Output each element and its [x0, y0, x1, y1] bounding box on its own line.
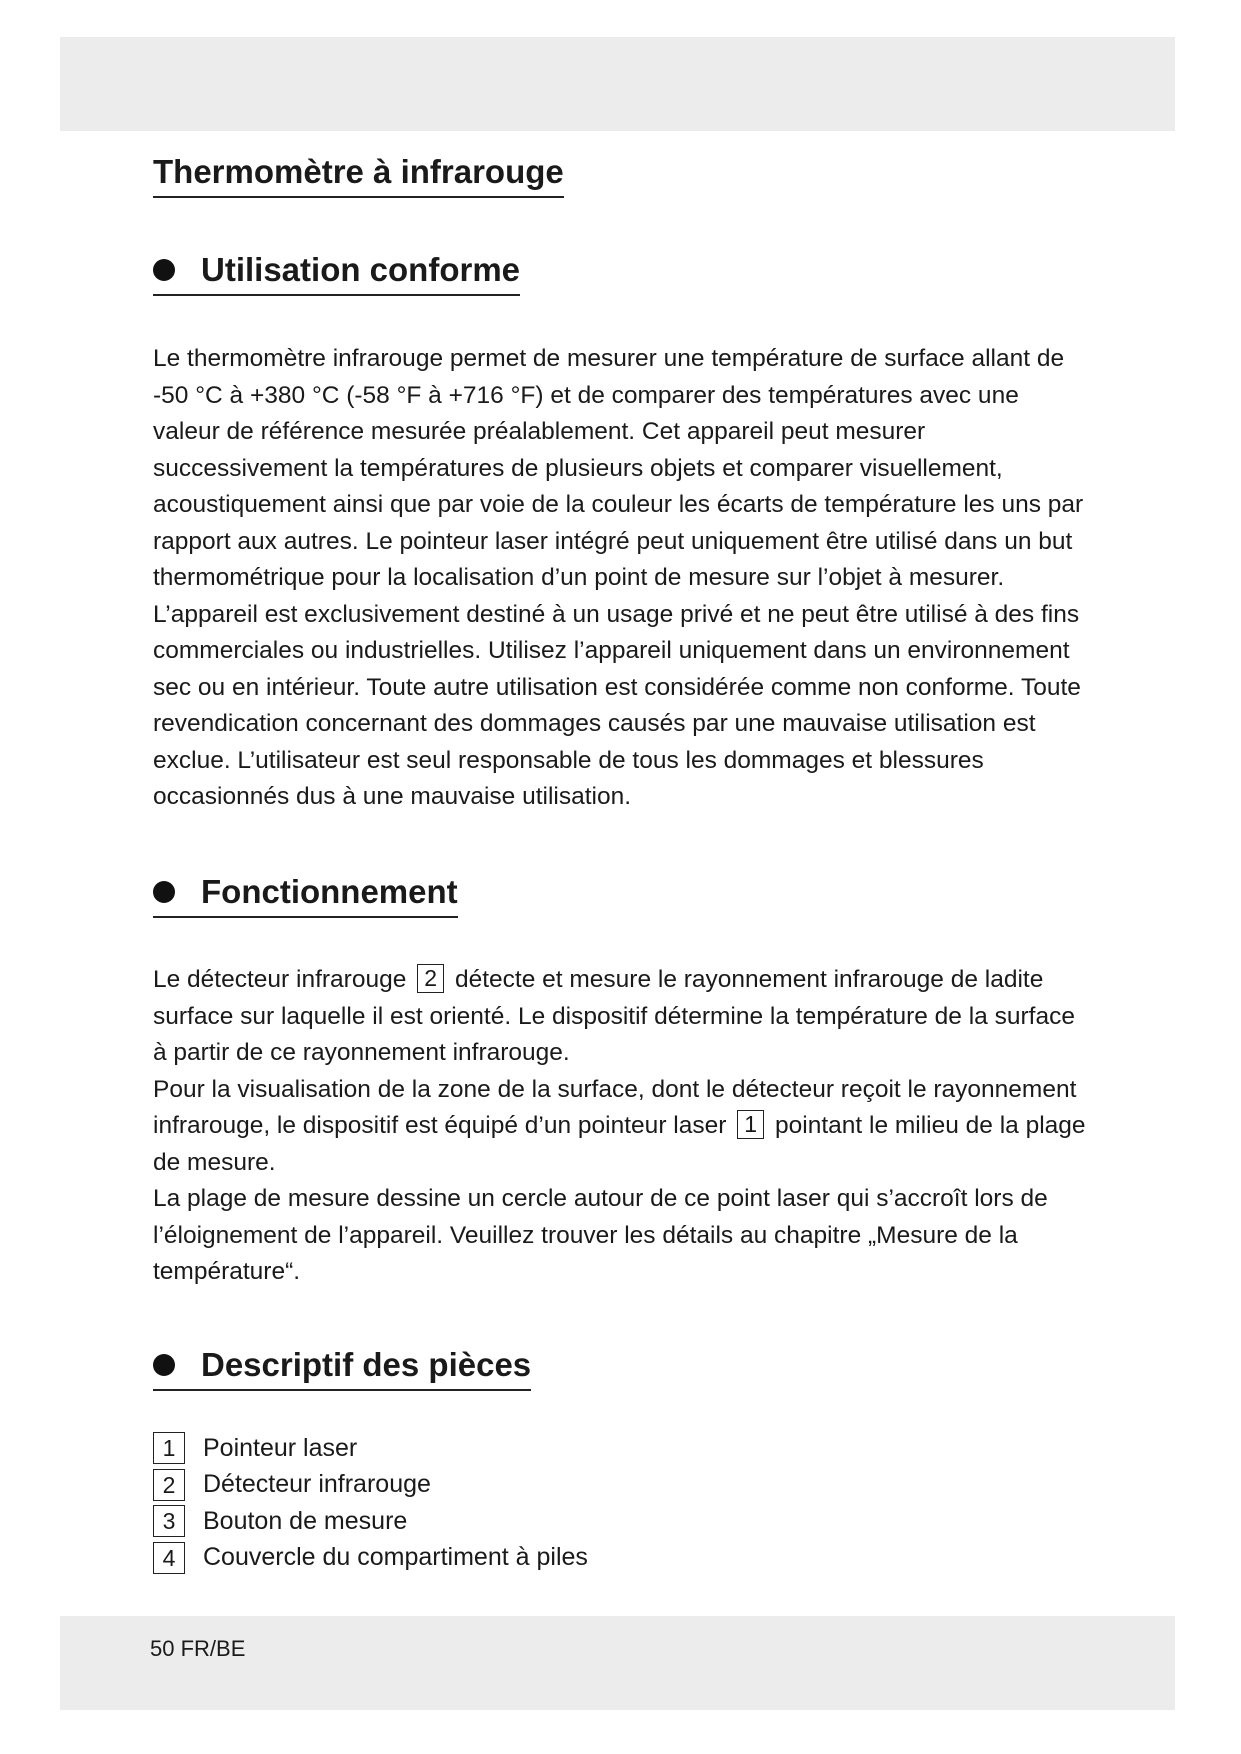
- section-heading-text: Descriptif des pièces: [201, 1346, 532, 1383]
- section-heading-descriptif: [153, 1343, 531, 1387]
- page-title: Thermomètre à infrarouge: [153, 150, 564, 198]
- paragraph-text-1: [153, 962, 1088, 1072]
- heading-underline: [153, 916, 458, 918]
- reference-box: 2: [417, 964, 444, 993]
- section-heading-text: Fonctionnement: [201, 873, 458, 910]
- part-number: 4: [153, 1542, 185, 1574]
- heading-underline: [153, 1389, 531, 1391]
- bullet-icon: [153, 1354, 175, 1376]
- text-segment: Le détecteur infrarouge: [153, 966, 407, 993]
- footer-band: [60, 1616, 1175, 1710]
- bullet-icon: [153, 259, 175, 281]
- reference-box: 1: [737, 1110, 764, 1139]
- heading-underline: [153, 294, 520, 296]
- part-number: 2: [153, 1469, 185, 1501]
- header-band: [60, 37, 1175, 131]
- part-number: 3: [153, 1505, 185, 1537]
- paragraph-text-3: La plage de mesure dessine un cercle autour de ce point laser qui s’accroît lors de l’éloignement de l’appareil. Veuillez trouver les détails au chapitre „Mesure de la température“.: [153, 1185, 1048, 1285]
- page-number: 50: [150, 1636, 175, 1661]
- paragraph-text: Le thermomètre infrarouge permet de mesurer une température de surface allant de -50 °C à +380 °C (-58 °F à +716 °F) et de comparer des températures avec une valeur de référence mesurée préalablement. Cet appareil peut mesurer successivement la températures de plusieurs objets et comparer visuellement, acoustiquement ainsi que par voie de la couleur les écarts de température les uns par rapport aux autres. Le pointeur laser intégré peut uniquement être utilisé dans un but thermométrique pour la localisation d’un point de mesure sur l’objet à mesurer. L’appareil est exclusivement destiné à un usage privé et ne peut être utilisé à des fins commerciales ou industrielles. Utilisez l’appareil uniquement dans un environnement sec ou en intérieur. Toute autre utilisation est considérée comme non conforme. Toute revendication concernant des dommages causés par une mauvaise utilisation est exclue. L’utilisateur est seul responsable de tous les dommages et blessures occasionnés dus à une mauvaise utilisation.: [153, 345, 1084, 810]
- part-label: Couvercle du compartiment à piles: [203, 1543, 588, 1572]
- text-segment: pointant le milieu de la plage de mesure.: [153, 1112, 1086, 1176]
- bullet-icon: [153, 881, 175, 903]
- paragraph-utilisation: [153, 341, 1088, 816]
- section-heading-fonctionnement: [153, 870, 458, 914]
- list-item: [153, 1467, 588, 1504]
- page-footer: [150, 1636, 245, 1662]
- section-heading-utilisation: [153, 248, 520, 292]
- paragraph-text-2: [153, 1072, 1088, 1182]
- list-item: [153, 1540, 588, 1577]
- text-segment: détecte et mesure le rayonnement infrarouge de ladite surface sur laquelle il est orienté. Le dispositif détermine la température de la surface à partir de ce rayonnement infrarouge.: [153, 966, 1075, 1066]
- paragraph-fonctionnement: [153, 962, 1088, 1291]
- text-segment: Pour la visualisation de la zone de la surface, dont le détecteur reçoit le rayonnement infrarouge, le dispositif est équipé d’un pointeur laser: [153, 1075, 1077, 1139]
- list-item: [153, 1503, 588, 1540]
- list-item: [153, 1430, 588, 1467]
- section-heading-text: Utilisation conforme: [201, 251, 521, 288]
- parts-list: [153, 1430, 588, 1576]
- language-code: FR/BE: [180, 1636, 246, 1661]
- part-number: 1: [153, 1432, 185, 1464]
- part-label: Bouton de mesure: [203, 1506, 408, 1535]
- part-label: Détecteur infrarouge: [203, 1470, 431, 1499]
- part-label: Pointeur laser: [203, 1433, 358, 1462]
